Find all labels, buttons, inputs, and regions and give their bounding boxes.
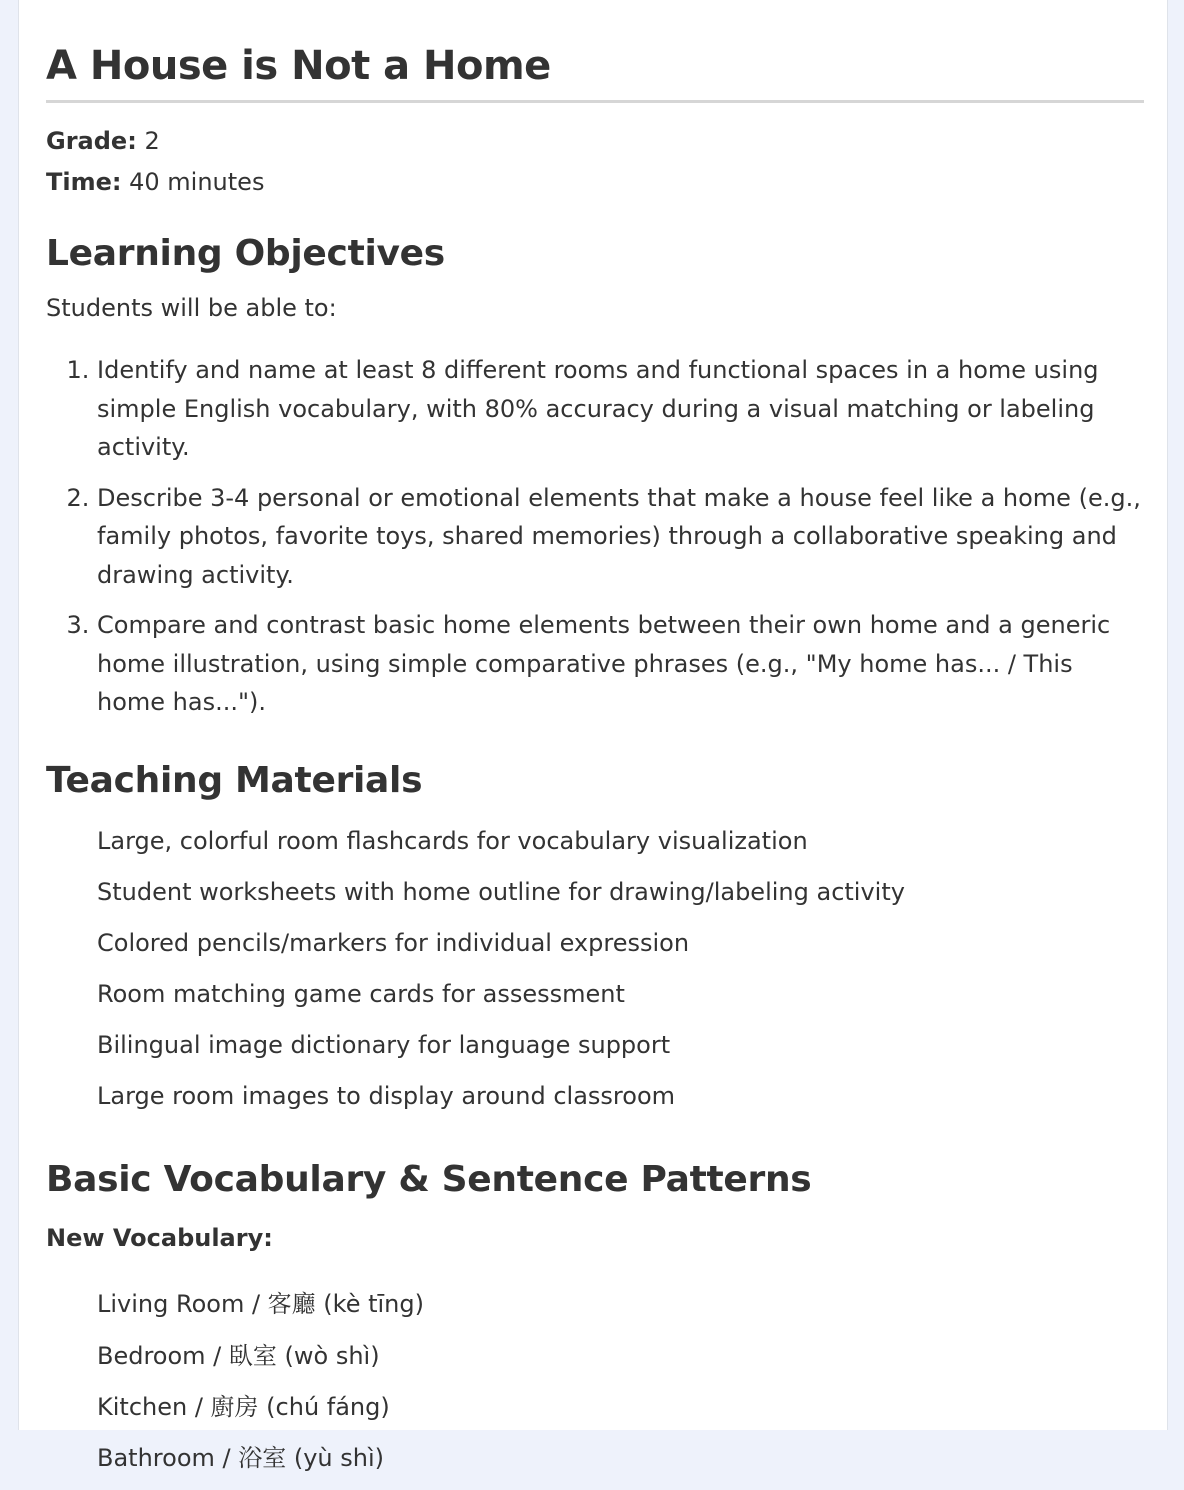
vocabulary-item: Bedroom / 臥室 (wò shì) <box>97 1341 380 1370</box>
document-page <box>18 0 1168 1472</box>
document-content <box>46 0 1144 1490</box>
vocabulary-item: Kitchen / 廚房 (chú fáng) <box>97 1392 390 1421</box>
material-item: Large room images to display around classroom <box>97 1082 676 1111</box>
objectives-heading: Learning Objectives <box>46 233 445 274</box>
vocabulary-item: Living Room / 客廳 (kè tīng) <box>97 1290 424 1319</box>
vocabulary-heading: Basic Vocabulary & Sentence Patterns <box>46 1159 812 1201</box>
objectives-list <box>46 351 1144 722</box>
new-vocabulary-label: New Vocabulary: <box>46 1224 273 1253</box>
objective-item: 3. Compare and contrast basic home elements between their own home and a generic home illustration, using simple comparative phrases (e.g., "My home has... / This home has..."). <box>97 606 1144 722</box>
time-value: 40 minutes <box>129 168 265 196</box>
objectives-intro: Students will be able to: <box>46 294 337 322</box>
lesson-meta <box>46 121 1144 203</box>
grade-label: Grade: <box>46 127 137 155</box>
time-label: Time: <box>46 168 122 196</box>
objective-item: 2. Describe 3-4 personal or emotional elements that make a house feel like a home (e.g., family photos, favorite toys, shared memories) through a collaborative speaking and drawing activity. <box>97 479 1144 595</box>
objective-item: 1. Identify and name at least 8 different rooms and functional spaces in a home using simple English vocabulary, with 80% accuracy during a visual matching or labeling activity. <box>97 351 1144 467</box>
material-item: Student worksheets with home outline for drawing/labeling activity <box>97 877 905 906</box>
grade-value: 2 <box>144 127 160 155</box>
material-item: Colored pencils/markers for individual expression <box>97 928 690 957</box>
materials-heading: Teaching Materials <box>46 759 423 801</box>
grade-line <box>46 121 1144 162</box>
material-item: Large, colorful room flashcards for vocabulary visualization <box>97 826 808 855</box>
time-line <box>46 162 1144 203</box>
vocabulary-list <box>46 1285 1144 1477</box>
material-item: Room matching game cards for assessment <box>97 980 625 1009</box>
page-title: A House is Not a Home <box>46 0 1144 103</box>
material-item: Bilingual image dictionary for language support <box>97 1031 671 1060</box>
materials-list <box>46 822 1144 1116</box>
vocabulary-item: Bathroom / 浴室 (yù shì) <box>97 1444 385 1472</box>
